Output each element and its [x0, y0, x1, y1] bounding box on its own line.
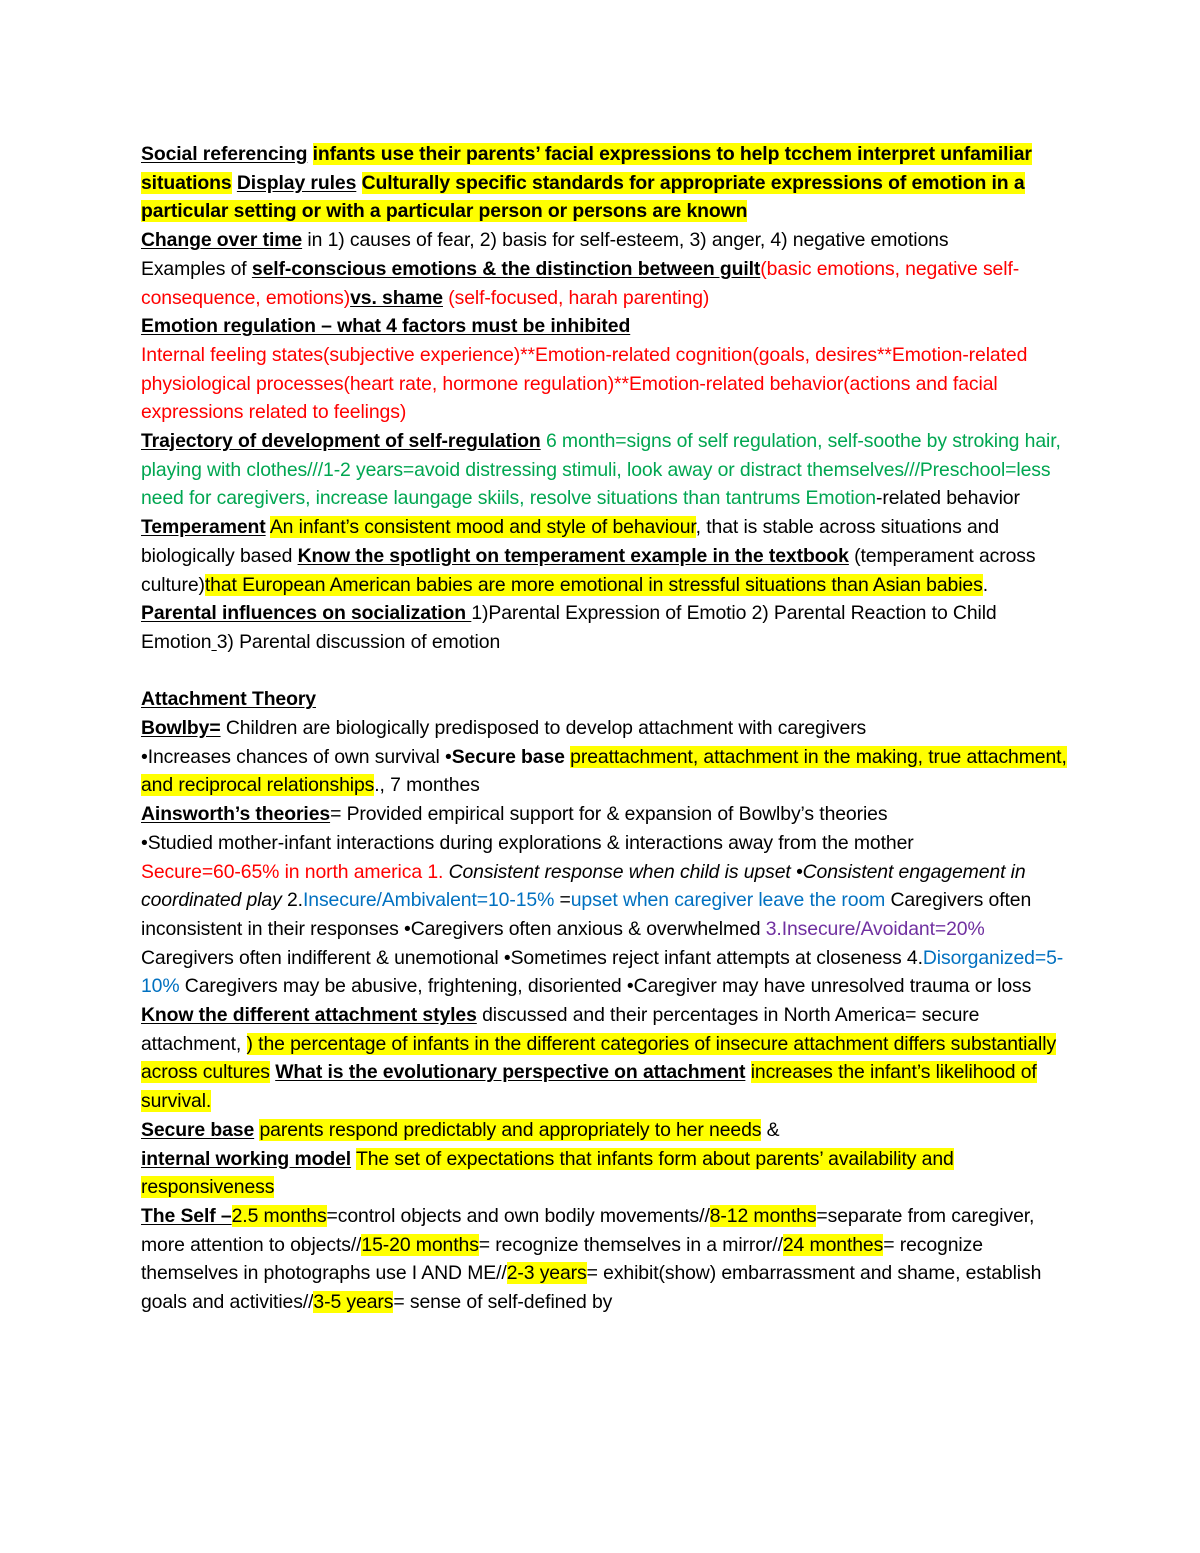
text-run: What is the evolutionary perspective on attachment — [275, 1061, 746, 1084]
text-run: Display rules — [236, 171, 357, 194]
paragraph-self-conscious-emotions — [141, 255, 1071, 312]
text-run: infants use their parents’ facial expressions to help tcchem interpret unfamiliar situations — [141, 143, 1032, 194]
text-run: Parental influences on socialization — [141, 602, 472, 625]
text-run: Bowlby= — [141, 717, 221, 740]
text-run: = recognize themselves in a mirror// — [478, 1233, 783, 1256]
text-run: Social referencing — [141, 143, 308, 165]
text-run: Culturally specific standards for appropriate expressions of emotion in a particular setting or with a particular person or persons are known — [141, 171, 1025, 223]
text-run: 15-20 months — [361, 1233, 479, 1256]
blank-line — [141, 657, 1071, 686]
text-run: ) the percentage of infants in the different categories of insecure attachment differs substantially across cultures — [141, 1032, 1057, 1084]
text-run: The set of expectations that infants form about parents’ availability and responsiveness — [141, 1147, 954, 1199]
text-run: Attachment Theory — [141, 688, 316, 711]
text-run: Know the spotlight on temperament example in the textbook — [297, 544, 849, 567]
paragraph-ainsworth — [141, 800, 1071, 829]
text-run: Temperament — [141, 516, 266, 539]
paragraph-social-referencing — [141, 140, 1071, 226]
text-run: The Self – — [141, 1205, 232, 1227]
text-run: ., 7 monthes — [374, 774, 480, 797]
text-run: 2.5 months — [231, 1205, 327, 1227]
paragraph-secure-base — [141, 1116, 1071, 1145]
text-run: Secure base — [141, 1118, 255, 1141]
paragraph-internal-working-model — [141, 1145, 1071, 1202]
text-run: 2. — [281, 889, 303, 912]
text-run: =separate from caregiver, more attention to objects// — [141, 1205, 1035, 1256]
paragraph-attachment-theory-heading — [141, 685, 1071, 714]
text-run: discussed and their percentages in North America= secure attachment, — [141, 1004, 980, 1055]
text-run: Disorganized=5-10% — [141, 946, 1064, 998]
text-run: = exhibit(show) embarrassment and shame, establish goals and activities// — [141, 1262, 1042, 1314]
paragraph-mother-infant-interactions — [141, 829, 1071, 858]
paragraph-attachment-styles — [141, 1001, 1071, 1116]
text-run: (self-focused, harah parenting) — [442, 286, 710, 309]
text-run: Emotion regulation – what 4 factors must be inhibited — [141, 315, 631, 338]
text-run: 8-12 months — [709, 1205, 817, 1227]
paragraph-emotion-regulation-factors — [141, 341, 1071, 427]
text-run: = Provided empirical support for & expansion of Bowlby’s theories — [330, 803, 888, 826]
text-run: -related behavior — [876, 487, 1020, 510]
text-run: Secure base — [451, 745, 565, 768]
paragraph-secure-base-stages — [141, 743, 1071, 800]
text-run: Change over time — [141, 229, 303, 252]
paragraph-change-over-time — [141, 226, 1071, 255]
text-run: Consistent response when child is upset •Consistent engagement in coordinated play — [141, 860, 1026, 912]
text-run: 3.Insecure/Avoidant=20% — [765, 917, 985, 940]
text-run: Internal feeling states(subjective experience)**Emotion-related cognition(goals, desires**Emotion-related physiological processes(heart rate, hormone regulation)**Emotion-related behavior(actions and facial expressions related to feelings) — [141, 343, 1028, 424]
text-run: 2-3 years — [506, 1262, 587, 1285]
text-run: 1)Parental Expression of Emotio 2) Parental Reaction to Child Emotion — [141, 602, 997, 653]
text-run: = recognize themselves in photographs use I AND ME// — [141, 1233, 983, 1285]
text-run: increases the infant’s likelihood of survival. — [141, 1061, 1037, 1113]
text-run — [745, 1061, 750, 1083]
text-run: 6 month=signs of self regulation, self-soothe by stroking hair, playing with clothes///1-2 years=avoid distressing stimuli, look away or distract themselves///Preschool=less need for caregivers, increase laungage skiils, resolve situations than tantrums Emotion — [141, 430, 1061, 510]
text-run: 3-5 years — [313, 1291, 394, 1314]
text-run: =control objects and own bodily movements// — [326, 1205, 710, 1227]
text-run: Secure=60-65% in north america — [141, 860, 423, 883]
text-run: An infant’s consistent mood and style of behaviour — [269, 516, 696, 539]
text-run: •Studied mother-infant interactions during explorations & interactions away from the mother — [141, 831, 914, 854]
text-run — [307, 143, 312, 165]
paragraph-attachment-types — [141, 858, 1071, 1002]
document-page — [141, 140, 1071, 1317]
text-run: in 1) causes of fear, 2) basis for self-esteem, 3) anger, 4) negative emotions — [302, 229, 949, 252]
paragraph-self-regulation-trajectory — [141, 427, 1071, 513]
text-run: (basic emotions, negative self-consequence, emotions) — [141, 257, 1020, 309]
text-run: Caregivers often indifferent & unemotional •Sometimes reject infant attempts at closeness 4. — [141, 946, 923, 969]
text-run: Caregivers often inconsistent in their responses •Caregivers often anxious & overwhelmed — [141, 889, 1032, 940]
paragraph-bowlby — [141, 714, 1071, 743]
text-run: Insecure/Ambivalent=10-15% — [302, 889, 555, 912]
text-run: that European American babies are more emotional in stressful situations than Asian babies — [204, 573, 983, 596]
text-run: (temperament across culture) — [141, 544, 1036, 596]
text-run: parents respond predictably and appropriately to her needs — [259, 1118, 762, 1141]
text-run: 24 monthes — [782, 1233, 884, 1256]
text-run: Examples of — [141, 257, 252, 280]
text-run: Children are biologically predisposed to develop attachment with caregivers — [220, 717, 867, 740]
text-run: Ainsworth’s theories — [141, 803, 331, 826]
text-run: •Increases chances of own survival • — [141, 745, 452, 768]
paragraph-parental-influences — [141, 599, 1071, 656]
text-run: , that is stable across situations and biologically based — [141, 516, 1000, 567]
text-run — [356, 172, 361, 194]
text-run: . — [982, 573, 989, 596]
text-run: 3) Parental discussion of emotion — [216, 630, 501, 653]
paragraph-emotion-regulation-heading — [141, 312, 1071, 341]
text-run: = — [554, 889, 571, 912]
text-run: 1. — [427, 860, 444, 883]
paragraph-the-self — [141, 1202, 1071, 1317]
text-run: Trajectory of development of self-regulation — [141, 430, 541, 453]
text-run: preattachment, attachment in the making, true attachment, and reciprocal relationships — [141, 745, 1067, 797]
text-run: vs. shame — [350, 286, 443, 309]
paragraph-temperament — [141, 513, 1071, 599]
text-run: self-conscious emotions & the distinction between guilt — [251, 257, 761, 280]
text-run: Caregivers may be abusive, frightening, disoriented •Caregiver may have unresolved trauma or loss — [179, 975, 1032, 998]
text-run: = sense of self-defined by — [393, 1291, 613, 1314]
text-run: Know the different attachment styles — [141, 1004, 477, 1027]
text-run: & — [761, 1118, 780, 1141]
text-run: upset when caregiver leave the room — [570, 889, 886, 912]
text-run: internal working model — [141, 1147, 352, 1170]
